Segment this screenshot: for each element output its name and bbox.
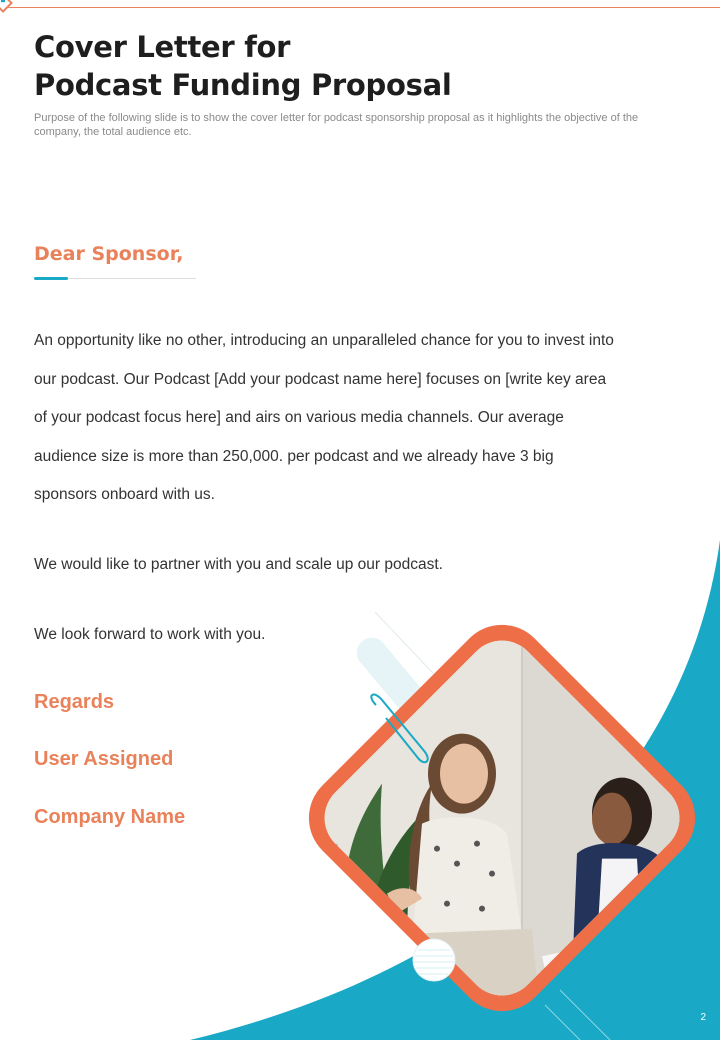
page-subtitle: Purpose of the following slide is to show the cover letter for podcast sponsorship proposal as it highlights the objective of the company, the total audience etc. [34, 112, 639, 138]
signer-name: User Assigned [34, 748, 174, 770]
greeting: Dear Sponsor, [34, 243, 184, 265]
page-number: 2 [700, 1012, 706, 1023]
body-paragraph-1: An opportunity like no other, introducing an unparalleled chance for you to invest into our podcast. Our Podcast [Add your podcast name here] focuses on [write key area of your podcast focus here] and airs on various media channels. Our average audience size is more than 250,000. per podcast and we already have 3 big sponsors onboard with us. [34, 332, 614, 503]
title-line-2: Podcast Funding Proposal [34, 68, 452, 102]
body-paragraph-3: We look forward to work with you. [34, 626, 266, 643]
closing-regards: Regards [34, 691, 115, 713]
title-line-1: Cover Letter for [34, 30, 291, 64]
company-name: Company Name [34, 806, 186, 828]
body-paragraph-2: We would like to partner with you and scale up our podcast. [34, 556, 443, 573]
